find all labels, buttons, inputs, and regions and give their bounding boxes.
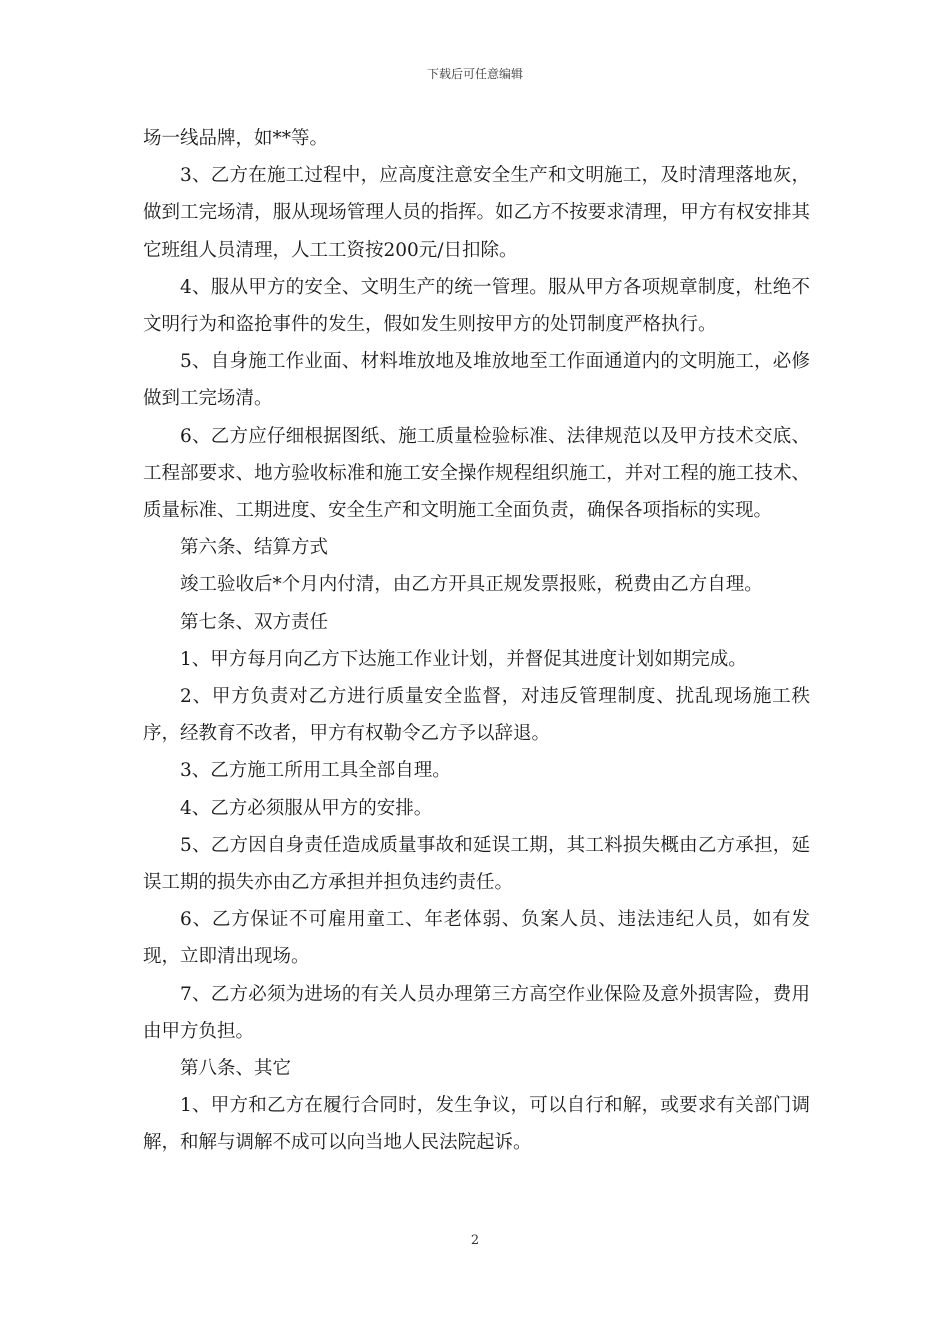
paragraph: 5、自身施工作业面、材料堆放地及堆放地至工作面通道内的文明施工，必修做到工完场清。 [143,351,810,410]
paragraph: 6、乙方应仔细根据图纸、施工质量检验标准、法律规范以及甲方技术交底、工程部要求、地方验收标准和施工安全操作规程组织施工，并对工程的施工技术、质量标准、工期进度、安全生产和文明施工全面负责，确保各项指标的实现。 [143,425,810,522]
paragraph: 3、乙方施工所用工具全部自理。 [180,760,451,782]
paragraph: 场一线品牌，如**等。 [143,128,329,149]
page-number: 2 [470,1233,480,1248]
page-header: 下载后可任意编辑 [426,67,523,81]
paragraph: 1、甲方和乙方在履行合同时，发生争议，可以自行和解，或要求有关部门调解，和解与调解不成可以向当地人民法院起诉。 [143,1095,810,1154]
paragraph: 7、乙方必须为进场的有关人员办理第三方高空作业保险及意外损害险，费用由甲方负担。 [143,983,810,1042]
paragraph: 竣工验收后*个月内付清，由乙方开具正规发票报账，税费由乙方自理。 [180,574,763,596]
section-heading: 第六条、结算方式 [180,537,329,559]
paragraph: 4、乙方必须服从甲方的安排。 [180,797,433,819]
paragraph: 6、乙方保证不可雇用童工、年老体弱、负案人员、违法违纪人员，如有发现，立即清出现场。 [143,909,810,968]
paragraph: 3、乙方在施工过程中，应高度注意安全生产和文明施工，及时清理落地灰，做到工完场清，服从现场管理人员的指挥。如乙方不按要求清理，甲方有权安排其它班组人员清理，人工工资按200元/日扣除。 [143,165,810,261]
paragraph: 1、甲方每月向乙方下达施工作业计划，并督促其进度计划如期完成。 [180,648,747,670]
paragraph: 4、服从甲方的安全、文明生产的统一管理。服从甲方各项规章制度，杜绝不文明行为和盗抢事件的发生，假如发生则按甲方的处罚制度严格执行。 [143,276,810,336]
document-body [143,120,810,1162]
section-heading: 第七条、双方责任 [180,611,329,633]
paragraph: 5、乙方因自身责任造成质量事故和延误工期，其工料损失概由乙方承担，延误工期的损失亦由乙方承担并担负违约责任。 [143,834,810,894]
paragraph: 2、甲方负责对乙方进行质量安全监督，对违反管理制度、扰乱现场施工秩序，经教育不改者，甲方有权勒令乙方予以辞退。 [143,686,810,745]
section-heading: 第八条、其它 [180,1058,292,1080]
